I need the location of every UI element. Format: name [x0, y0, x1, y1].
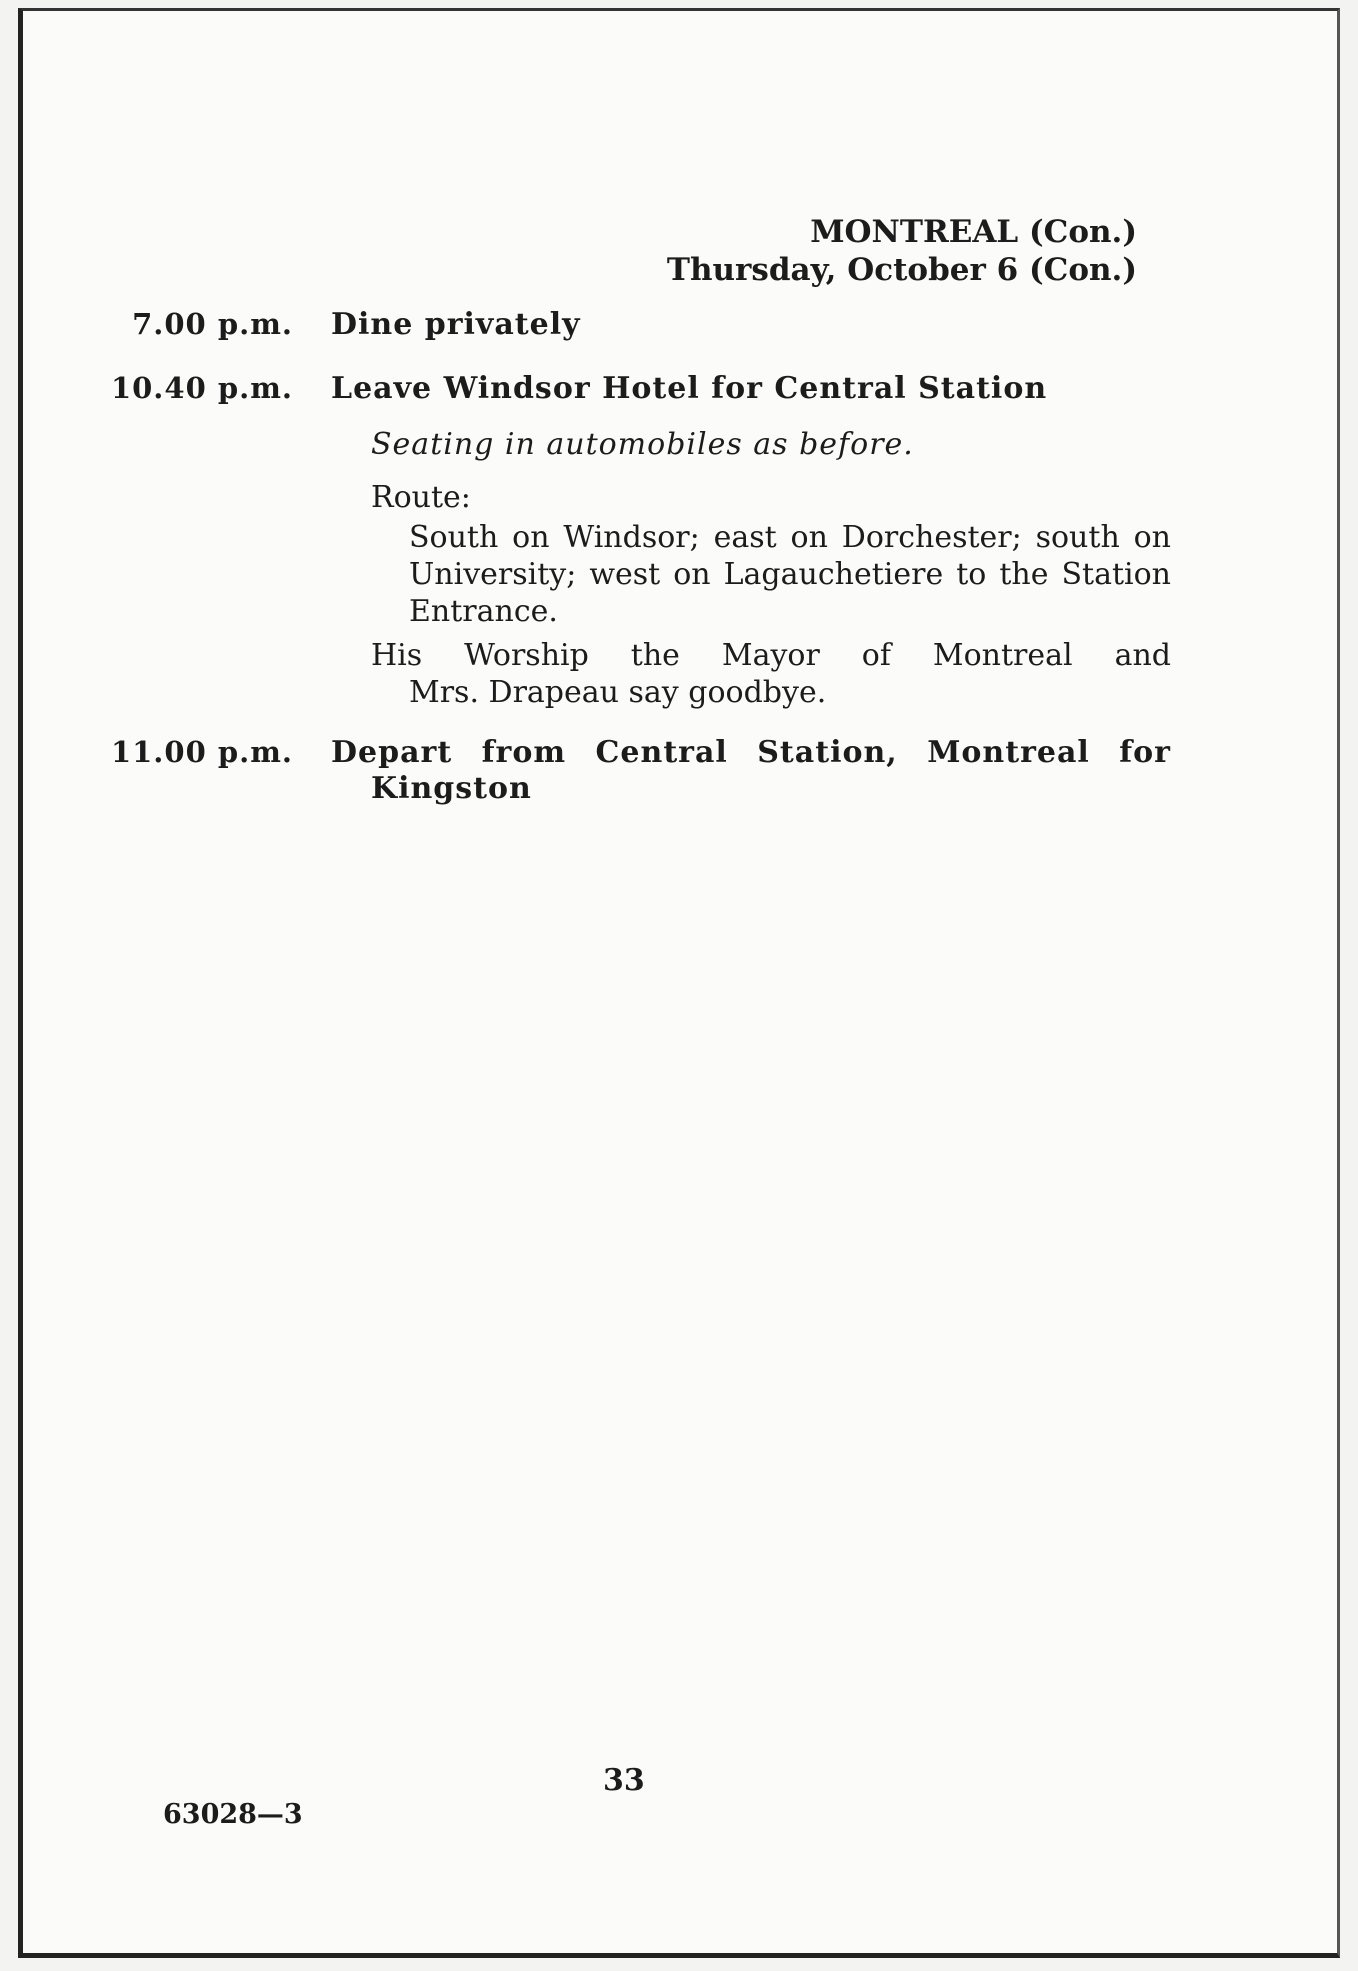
event-line-1: Depart from Central Station, Montreal for	[331, 735, 1171, 770]
header-date: Thursday, October 6 (Con.)	[666, 252, 1137, 288]
document-code: 63028—3	[163, 1799, 303, 1830]
schedule-event	[331, 735, 1171, 807]
page-number: 33	[603, 1763, 645, 1798]
document-page	[18, 8, 1340, 1958]
event-line-2: Kingston	[371, 771, 532, 806]
route-description: South on Windsor; east on Dorchester; south on University; west on Lagauchetiere to the Station Entrance.	[409, 520, 1171, 629]
schedule-time: 11.00 p.m.	[110, 735, 293, 769]
schedule-event: Dine privately	[331, 307, 581, 342]
route-label: Route:	[371, 480, 471, 515]
schedule-event: Leave Windsor Hotel for Central Station	[331, 371, 1048, 406]
mayor-line-2: Mrs. Drapeau say goodbye.	[409, 675, 827, 710]
seating-note: Seating in automobiles as before.	[371, 427, 914, 462]
schedule-time: 7.00 p.m.	[132, 307, 293, 341]
mayor-line-1: His Worship the Mayor of Montreal and	[371, 638, 1171, 673]
schedule-time: 10.40 p.m.	[110, 371, 293, 405]
mayor-goodbye	[371, 637, 1171, 711]
header-city: MONTREAL (Con.)	[810, 214, 1137, 250]
page-header	[667, 213, 1137, 289]
